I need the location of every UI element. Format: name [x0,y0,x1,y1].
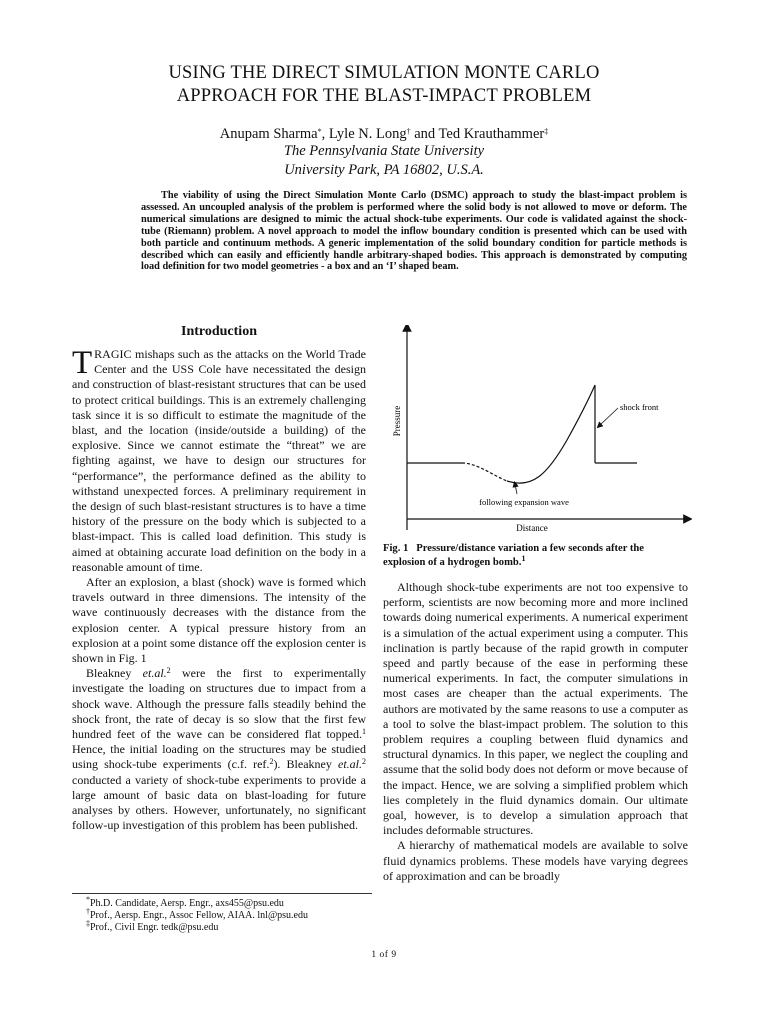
shock-front-label: shock front [620,402,659,412]
footnote-marker: * [317,127,322,136]
footnote [72,895,372,910]
figure-pressure-distance [382,325,692,540]
footnotes [72,893,372,934]
paper-title [60,62,708,108]
caption-number: Fig. 1 [383,543,409,554]
right-column [383,580,688,884]
citation-etal: et.al. [338,757,362,772]
footnote-marker: † [406,127,411,136]
footnote-marker: * [86,895,90,904]
affiliation-address: University Park, PA 16802, U.S.A. [284,162,484,178]
body-paragraph-2: A hierarchy of mathematical models are available to solve fluid dynamics problems. These models have varying degrees of approximation and can be broadly [383,838,688,883]
left-column [72,322,366,834]
figure-caption [383,542,688,570]
shock-front-pointer [599,408,618,426]
author-separator: , [321,126,329,142]
author-name: Lyle N. Long [328,126,407,142]
paragraph-text: RAGIC mishaps such as the attacks on the World Trade Center and the USS Cole have necessitated the design and construction of blast-resistant structures that can be used to protect critical buildings. This is an extremely challenging task since it is so difficult to estimate the magnitude of the blast, and the location (inside/outside a building) of the explosive. Since we cannot estimate the “threat” we are fighting against, we have to design our structures for “performance”, the performance defined as the ability to withstand unexpected forces. A preliminary requirement in the design of such blast-resistant structures is to have a time history of the pressure on the body which is subjected to a blast-impact. This is called load definition. This study is aimed at obtaining accurate load definition on the body in a reasonable amount of time. [72,347,366,574]
reference-marker: 1 [362,727,366,737]
author-name: Ted Krauthammer [438,126,545,142]
page-number: 1 of 9 [371,950,397,960]
author-list [60,125,708,143]
reference-marker: 1 [521,554,526,563]
paragraph-text: conducted a variety of shock-tube experiments to provide a large amount of basic data on blast-loading for future analyses by others. However, unfortunately, no significant follow-up investigation of this problem has been published. [72,772,366,833]
paragraph-text: were the first to experimentally investigate the loading on structures due to impact from a shock wave. Although the pressure falls steadily behind the shock front, the rate of decay is so slow that the first few hundred feet of the wave can be considered flat topped. [72,666,366,742]
title-line-2: APPROACH FOR THE BLAST-IMPACT PROBLEM [176,86,592,106]
figure-diagram [382,325,692,540]
paragraph-text: Bleakney [86,666,143,681]
body-paragraph-1: Although shock-tube experiments are not too expensive to perform, scientists are now becoming more and more inclined towards doing numerical experiments. A numerical experiment is a simulation of the actual experiment using a computer. This inclination is partly because of the rapid growth in computer speed and partly because of the ease in performing these numerical experiments. In fact, the computer simulations in most cases are cheaper than the actual experiments. The authors are motivated by the same reasons to use a computer as a tool to solve the blast-impact problem. The solution to this problem requires a coupling between fluid dynamics and structural dynamics. In this paper, we neglect the coupling and assume that the solid body does not deform or move because of the impact. Hence, we are solving a simplified problem which lies completely in the fluid dynamics domain. Our ultimate goal, however, is to develop a simulation approach that includes deformable structures. [383,580,688,838]
abstract-text: The viability of using the Direct Simulation Monte Carlo (DSMC) approach to study the blast-impact problem is assessed. An uncoupled analysis of the problem is performed where the solid body is not allowed to move or deform. The numerical simulations are designed to mimic the actual shock-tube experiments. Our code is validated against the shock-tube (Riemann) problem. A novel approach to model the inflow boundary condition is presented which can be used with both particle and continuum methods. A generic implementation of the solid boundary condition for particle methods is described which can easily and efficiently handle arbitrary-shaped bodies. This approach is demonstrated by computing load definition for two model geometries - a box and an ‘I’ shaped beam. [141,190,687,273]
expansion-wave-label: following expansion wave [479,497,569,507]
intro-paragraph-2: After an explosion, a blast (shock) wave is formed which travels outward in three dimensions. The intensity of the wave continuously decreases with the distance from the explosion center. A typical pressure history from an explosion at a point some distance off the explosion center is shown in Fig. 1 [72,575,366,666]
reference-marker: 2 [362,757,366,767]
affiliation-university: The Pennsylvania State University [283,143,485,159]
footnote-marker: † [86,907,90,916]
intro-paragraph-3 [72,666,366,833]
footnote [72,907,372,922]
footnote-marker: ‡ [86,919,90,928]
intro-paragraph-1 [72,347,366,575]
footnote-marker: ‡ [544,127,549,136]
author-name: Anupam Sharma [219,126,318,142]
reference-marker: 2 [166,666,171,676]
footnote-text: Prof., Civil Engr. tedk@psu.edu [90,922,219,933]
citation-etal: et.al. [142,666,167,681]
expansion-curve-dashed [462,463,507,481]
reference-marker: 2 [269,757,274,767]
y-axis-label: Pressure [392,405,402,437]
footnote-text: Prof., Aersp. Engr., Assoc Fellow, AIAA. lnl@psu.edu [90,910,308,921]
title-line-1: USING THE DIRECT SIMULATION MONTE CARLO [168,63,600,83]
footnote [72,919,372,934]
section-heading: Introduction [181,324,257,339]
x-axis-label: Distance [516,523,548,533]
pressure-rise-curve [507,385,595,483]
paragraph-text: Hence, the initial loading on the structures may be studied using shock-tube experiments (c.f. ref. [72,742,366,772]
author-separator: and [410,126,439,142]
caption-text: Pressure/distance variation a few seconds after the explosion of a hydrogen bomb. [383,543,644,568]
paragraph-text: ). Bleakney [273,757,338,772]
footnote-text: Ph.D. Candidate, Aersp. Engr., axs455@psu.edu [90,898,284,909]
abstract [141,190,687,273]
expansion-wave-pointer [515,484,517,494]
drop-cap: T [72,345,93,381]
